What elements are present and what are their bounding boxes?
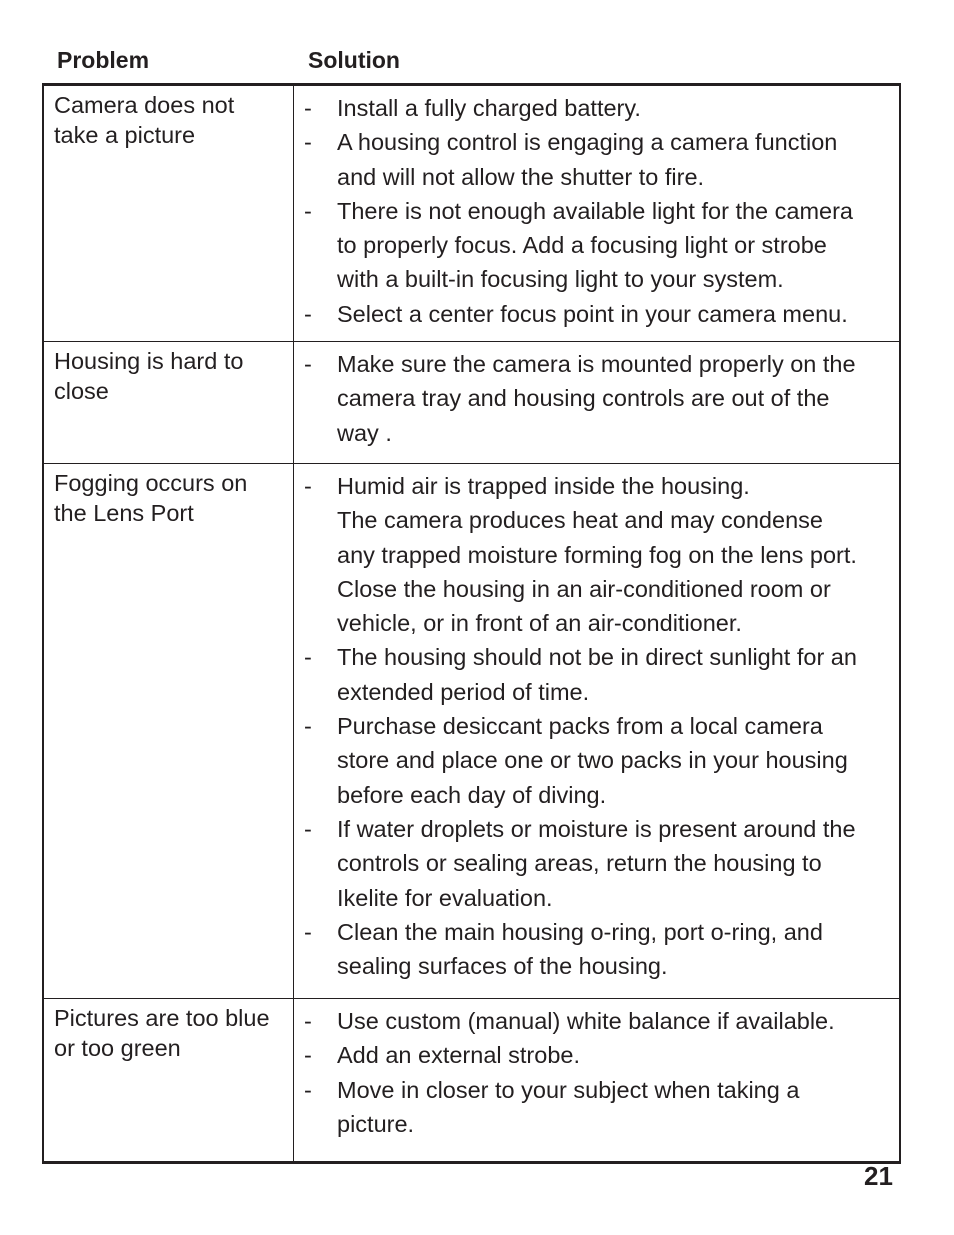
dash-bullet: -	[304, 1008, 312, 1034]
dash-bullet: -	[304, 95, 312, 121]
dash-bullet: -	[304, 300, 312, 327]
dash-bullet: -	[304, 815, 312, 842]
solution-text: Install a fully charged battery.	[337, 95, 641, 121]
problem-cell: Fogging occurs on the Lens Port	[44, 464, 294, 998]
solution-text: There is not enough available light for the camera to properly focus. Add a focusing light or strobe with a built-in focusing light to your system.	[337, 197, 854, 293]
solution-text: Clean the main housing o-ring, port o-ring, and sealing surfaces of the housing.	[337, 918, 823, 980]
solution-item	[304, 1004, 899, 1038]
dash-bullet: -	[304, 1076, 312, 1103]
solution-text: Move in closer to your subject when taking a picture.	[337, 1076, 800, 1137]
solution-item	[304, 1073, 899, 1142]
solution-list	[304, 347, 899, 450]
solution-cell	[294, 86, 899, 341]
solution-list	[304, 1004, 899, 1141]
solution-text: Humid air is trapped inside the housing. The camera produces heat and may condense any trapped moisture forming fog on the lens port. Close the housing in an air-conditioned room or vehicle, or in front of an air-conditioner.	[337, 473, 857, 637]
table-row	[44, 463, 899, 998]
solution-item	[304, 469, 899, 640]
dash-bullet: -	[304, 351, 312, 377]
solution-cell	[294, 999, 899, 1161]
solution-item	[304, 297, 899, 331]
page-number: 21	[864, 1161, 893, 1191]
solution-item	[304, 91, 899, 125]
solution-item	[304, 125, 899, 194]
solution-item	[304, 915, 899, 984]
solution-item	[304, 640, 899, 709]
dash-bullet: -	[304, 713, 312, 740]
solution-item	[304, 1038, 899, 1072]
table-row	[44, 998, 899, 1161]
dash-bullet: -	[304, 644, 312, 671]
problem-cell: Housing is hard to close	[44, 342, 294, 463]
dash-bullet: -	[304, 918, 312, 945]
solution-text: If water droplets or moisture is present around the controls or sealing areas, return the housing to Ikelite for evaluation.	[337, 815, 856, 911]
table-row	[44, 86, 899, 341]
troubleshooting-table	[42, 83, 901, 1164]
solution-text: A housing control is engaging a camera function and will not allow the shutter to fire.	[337, 129, 838, 190]
solution-text: Purchase desiccant packs from a local camera store and place one or two packs in your housing before each day of diving.	[337, 713, 848, 808]
dash-bullet: -	[304, 197, 312, 224]
solution-item	[304, 347, 899, 450]
solution-text: Select a center focus point in your camera menu.	[337, 300, 848, 327]
solution-column-header: Solution	[308, 47, 400, 73]
problem-cell: Pictures are too blue or too green	[44, 999, 294, 1161]
solution-text: The housing should not be in direct sunlight for an extended period of time.	[337, 644, 857, 705]
problem-cell: Camera does not take a picture	[44, 86, 294, 341]
solution-text: Add an external strobe.	[337, 1042, 580, 1069]
problem-column-header: Problem	[57, 47, 150, 73]
dash-bullet: -	[304, 1042, 312, 1069]
table-row	[44, 341, 899, 463]
solution-cell	[294, 464, 899, 998]
solution-item	[304, 709, 899, 812]
solution-cell	[294, 342, 899, 463]
dash-bullet: -	[304, 473, 312, 499]
solution-text: Make sure the camera is mounted properly on the camera tray and housing controls are out of the way .	[337, 351, 856, 446]
solution-text: Use custom (manual) white balance if available.	[337, 1008, 835, 1034]
solution-list	[304, 469, 899, 983]
solution-list	[304, 91, 899, 331]
solution-item	[304, 194, 899, 297]
solution-item	[304, 812, 899, 915]
dash-bullet: -	[304, 129, 312, 156]
